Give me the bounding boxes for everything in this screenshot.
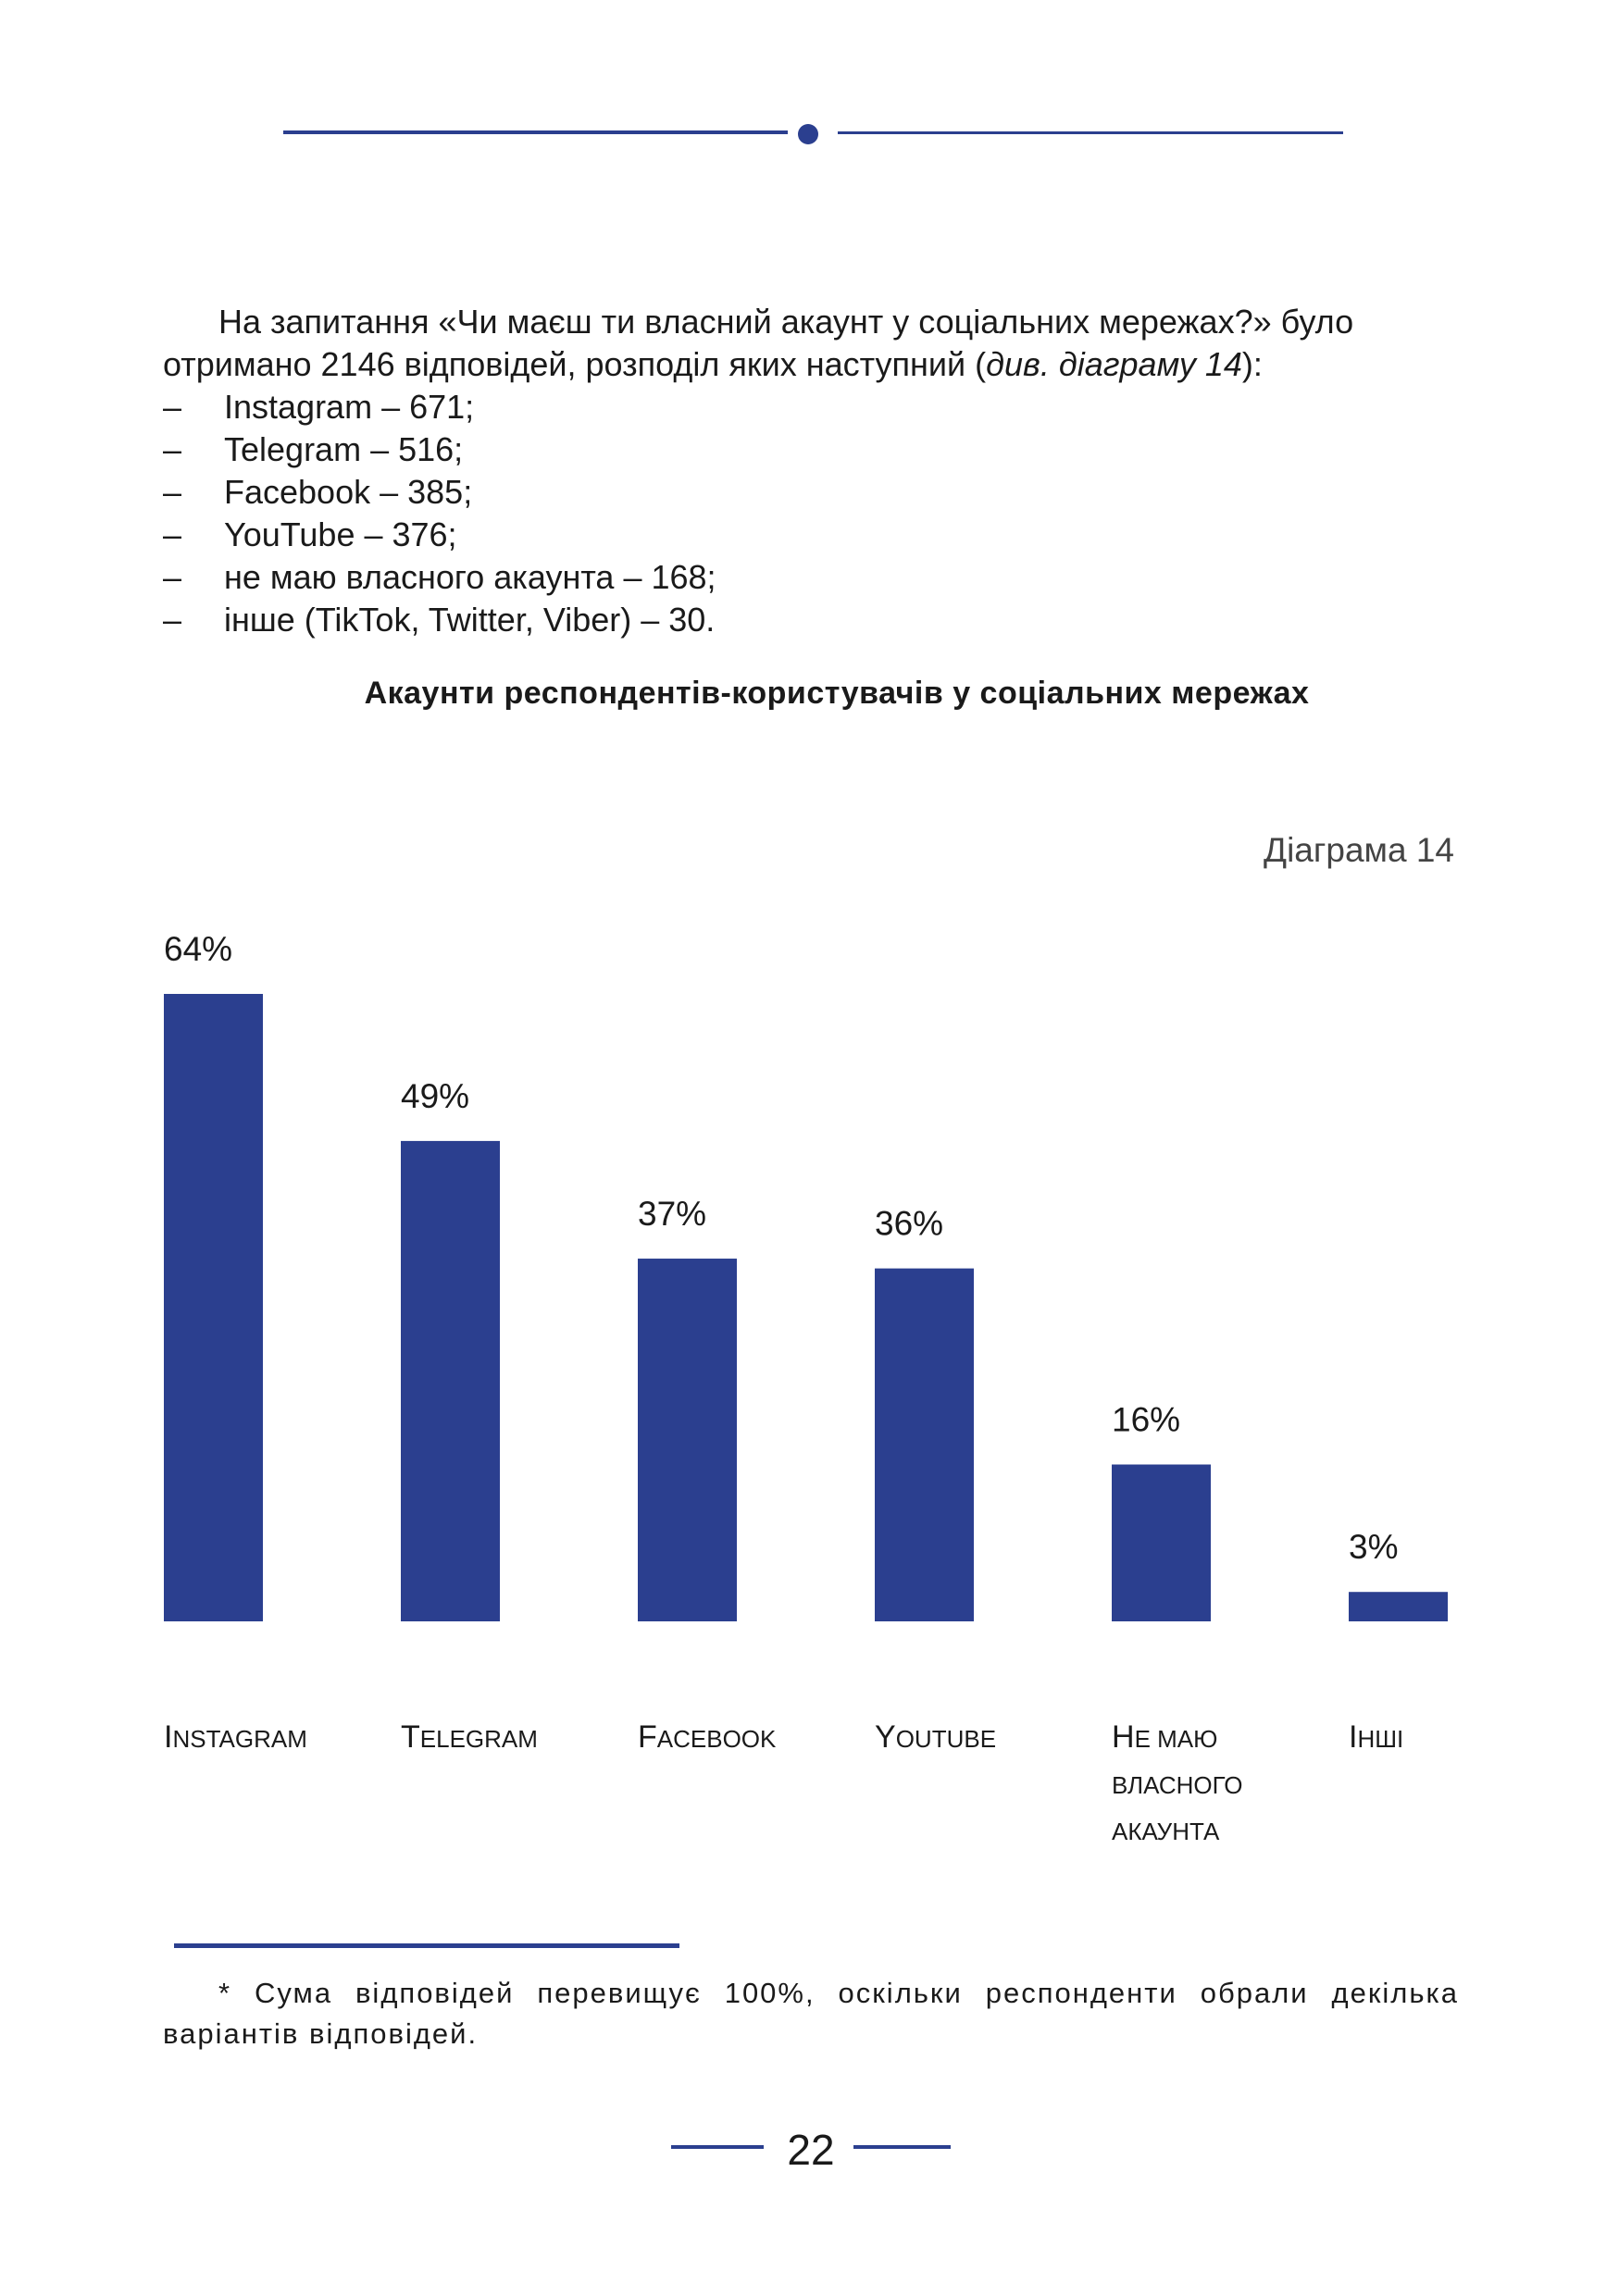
list-item: – Telegram – 516;	[163, 430, 464, 468]
category-label-line: YOUTUBE	[875, 1719, 997, 1755]
category-label-line: АКАУНТА	[1112, 1818, 1220, 1845]
list-item: – Instagram – 671;	[163, 388, 475, 426]
list-item: – Facebook – 385;	[163, 473, 473, 511]
bar-2	[638, 1259, 737, 1621]
footnote: * Сума відповідей перевищує 100%, оскільки респонденти обрали декілька варіантів відповідей.	[163, 1977, 1459, 2050]
footnote-rule	[174, 1943, 679, 1948]
list-item: – YouTube – 376;	[163, 515, 457, 553]
list-item: – не маю власного акаунта – 168;	[163, 558, 716, 596]
value-label-1: 49%	[401, 1076, 470, 1115]
category-label-0	[164, 1719, 307, 1755]
diagram-reference: див. діаграму 14	[986, 345, 1242, 383]
category-label-line: ІНШІ	[1349, 1719, 1404, 1755]
chart-title: Акаунти респондентів-користувачів у соціальних мережах	[364, 676, 1310, 711]
bar-1	[401, 1141, 500, 1621]
bar-3	[875, 1269, 974, 1621]
bar-4	[1112, 1465, 1211, 1622]
value-label-3: 36%	[875, 1204, 944, 1243]
page-number: 22	[787, 2126, 835, 2174]
page-number-rule-right	[853, 2145, 951, 2149]
category-label-1	[401, 1719, 538, 1755]
category-label-line: TELEGRAM	[401, 1719, 538, 1755]
category-label-3	[875, 1719, 996, 1755]
value-label-4: 16%	[1112, 1400, 1181, 1439]
value-label-5: 3%	[1349, 1528, 1399, 1567]
intro-paragraph: На запитання «Чи маєш ти власний акаунт у соціальних мережах?» було отримано 2146 відповідей, розподіл яких наступний (див. діаграму 14):	[163, 303, 1354, 383]
category-label-line: ВЛАСНОГО	[1112, 1771, 1243, 1799]
category-label-line: FACEBOOK	[638, 1719, 777, 1755]
value-label-0: 64%	[164, 930, 233, 968]
category-label-line: НЕ МАЮ	[1112, 1719, 1218, 1755]
list-item: – інше (TikTok, Twitter, Viber) – 30.	[163, 601, 716, 639]
diagram-label: Діаграма 14	[1264, 831, 1454, 869]
bar-5	[1349, 1592, 1448, 1621]
value-label-2: 37%	[638, 1195, 707, 1234]
category-label-4	[1112, 1719, 1243, 1845]
page-number-rule-left	[671, 2145, 764, 2149]
bar-0	[164, 994, 263, 1621]
category-label-line: INSTAGRAM	[164, 1719, 307, 1755]
category-label-2	[638, 1719, 777, 1755]
category-label-5	[1349, 1719, 1403, 1755]
